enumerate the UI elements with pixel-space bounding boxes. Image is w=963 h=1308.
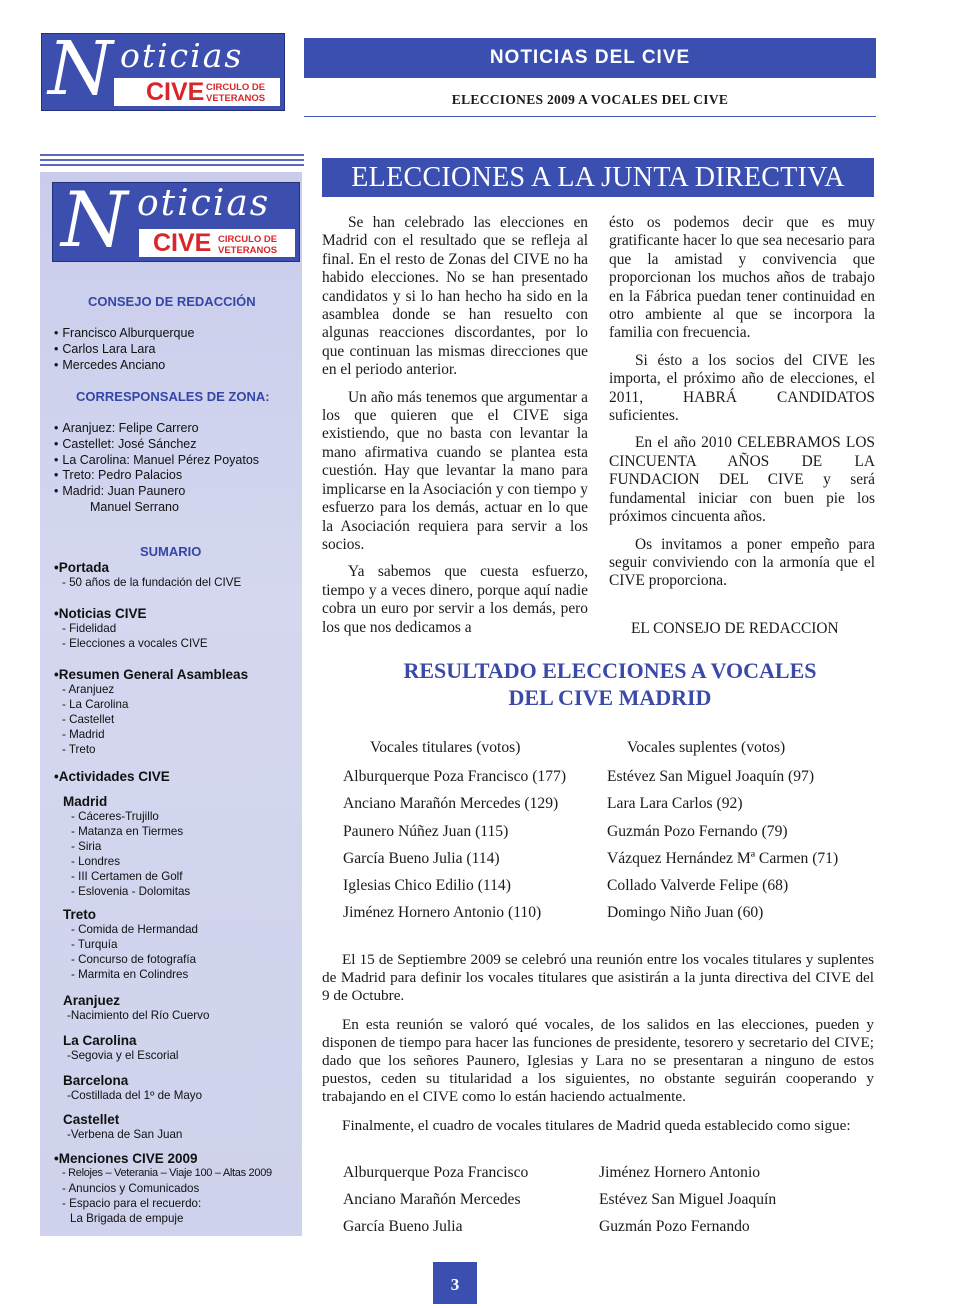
corresponsal: • La Carolina: Manuel Pérez Poyatos (54, 453, 259, 469)
closing-text: Finalmente, el cuadro de vocales titulares de Madrid queda establecido como sigue: (342, 1117, 851, 1134)
logo-initial: N (48, 26, 113, 112)
noticias-cive-logo-sidebar (52, 175, 300, 264)
article-paragraph: Un año más tenemos que argumentar a los que quieren que el CIVE siga existiendo, que no basta con levantar la mano afirmativa cuando se plantea esta cuestión. Hay que levantar la mano para implicarse en la Asociación y con tiempo y esfuerzo para los demás, actuar en lo que la Asociación requiera para servir a los socios. (322, 388, 588, 553)
sumario-actividades (54, 769, 170, 784)
titulares-list (343, 763, 566, 927)
sumario-section-title: Treto (63, 907, 97, 922)
article-signature: EL CONSEJO DE REDACCION (631, 620, 839, 637)
section-title: NOTICIAS DEL CIVE (489, 47, 691, 68)
titular-row: Anciano Marañón Mercedes (129) (343, 795, 559, 813)
article-paragraph: Ya sabemos que cuesta esfuerzo, tiempo y a veces dinero, porque aquí nadie cobra un euro por servir a los demás, pero los que nos dedicamos a (322, 563, 588, 636)
consejo-list (54, 326, 194, 373)
logo-sub1: CIRCULO DE (206, 82, 266, 93)
logo-script: oticias (137, 183, 271, 224)
results-title (340, 657, 880, 711)
titular-row: García Bueno Julia (114) (343, 849, 500, 867)
final-list-left (343, 1159, 528, 1240)
final-vocal: García Bueno Julia (343, 1218, 463, 1235)
sumario-item: -Verbena de San Juan (67, 1128, 183, 1141)
sumario-item: - Comida de Hermandad (63, 922, 198, 937)
sumario-section-title: • Portada (54, 560, 241, 575)
corresponsal: • Treto: Pedro Palacios (54, 468, 259, 484)
sumario-asambleas (54, 667, 248, 757)
suplentes-list (607, 763, 838, 927)
sumario-section-title: • Actividades CIVE (54, 769, 170, 784)
logo-brand: CIVE (146, 78, 205, 106)
article-paragraph: Si ésto a los socios del CIVE les importa, el próximo año de elecciones, el 2011, HABRÁ CANDIDATOS suficientes. (609, 351, 875, 425)
sumario-item: - Londres (63, 854, 190, 869)
suplente-row: Estévez San Miguel Joaquín (97) (607, 768, 815, 785)
closing-text: En esta reunión se valoró qué vocales, de los salidos en las elecciones, pueden y disponen de tiempo para hacer las funciones de presidente, tesorero y secretario del CIVE; dado que los señores Paunero, Iglesias y Lara no se presentaran a ninguno de estos puestos, ceden su titularidad a los siguientes, no obstante seguirán cooperando y trabajando en el CIVE como lo están haciendo actualmente. (322, 1016, 874, 1105)
sumario-item: - Matanza en Tiermes (63, 824, 190, 839)
titulares-heading: Vocales titulares (votos) (370, 739, 521, 756)
sumario-section-title: • Resumen General Asambleas (54, 667, 248, 682)
sumario-aranjuez (63, 993, 209, 1023)
article-paragraph: En el año 2010 CELEBRAMOS LOS CINCUENTA AÑOS DE LA FUNDACION DEL CIVE y será fundamental iniciar con buen pie los próximos cincuenta años. (609, 434, 875, 526)
logo-initial: N (61, 175, 128, 264)
final-vocal: Guzmán Pozo Fernando (599, 1218, 750, 1235)
sumario-item: - Turquía (63, 937, 198, 952)
results-title-line: DEL CIVE MADRID (508, 685, 712, 710)
consejo-member: • Mercedes Anciano (54, 358, 194, 374)
closing-paragraph (322, 951, 874, 1005)
sumario-item: - Treto (54, 742, 248, 757)
consejo-member: • Carlos Lara Lara (54, 342, 194, 358)
sumario-item: - Concurso de fotografía (63, 952, 198, 967)
titular-row: Jiménez Hornero Antonio (110) (343, 904, 542, 922)
final-vocal: Anciano Marañón Mercedes (343, 1191, 521, 1208)
sumario-barcelona (63, 1073, 202, 1103)
final-vocal: Alburquerque Poza Francisco (343, 1164, 529, 1181)
sumario-item: - Siria (63, 839, 190, 854)
sumario-item: - Marmita en Colindres (63, 967, 198, 982)
corresponsal: • Castellet: José Sánchez (54, 437, 259, 453)
logo-script: oticias (120, 36, 244, 75)
corresponsal: • Aranjuez: Felipe Carrero (54, 421, 259, 437)
logo-sub2: VETERANOS (206, 93, 266, 104)
sumario-item: - Castellet (54, 712, 248, 727)
sumario-lacarolina (63, 1033, 178, 1063)
sumario-item: - Anuncios y Comunicados (54, 1181, 272, 1196)
sumario-item: - Cáceres-Trujillo (63, 809, 190, 824)
article-paragraph: Os invitamos a poner empeño para seguir conviviendo con la armonía que el CIVE proporciona. (609, 535, 875, 590)
logo-sub1: CIRCULO DE (218, 234, 278, 245)
final-vocal: Estévez San Miguel Joaquín (599, 1191, 777, 1208)
sumario-castellet (63, 1112, 182, 1142)
titular-row: Iglesias Chico Edilio (114) (343, 877, 511, 895)
results-title-line: RESULTADO ELECCIONES A VOCALES (403, 658, 817, 683)
sumario-item: - Eslovenia - Dolomitas (63, 884, 190, 899)
closing-paragraph (322, 1016, 874, 1106)
sumario-item: - Aranjuez (54, 682, 248, 697)
header-rule (304, 116, 876, 117)
closing-paragraph (322, 1117, 874, 1135)
noticias-cive-logo-top (41, 26, 285, 112)
suplente-row: Guzmán Pozo Fernando (79) (607, 822, 788, 840)
section-subtitle: ELECCIONES 2009 A VOCALES DEL CIVE (451, 92, 729, 107)
sumario-treto (63, 907, 198, 982)
sumario-item: -Costillada del 1º de Mayo (67, 1089, 203, 1102)
consejo-heading: CONSEJO DE REDACCIÓN (88, 294, 256, 309)
sumario-section-title: Barcelona (63, 1073, 129, 1088)
sumario-item: - Elecciones a vocales CIVE (54, 636, 208, 651)
corresponsal: • Madrid: Juan Paunero (54, 484, 259, 500)
article-paragraph: Se han celebrado las elecciones en Madrid con el resultado que se refleja al final. En el resto de Zonas del CIVE no ha habido elecciones. No se han presentado candidatos y si lo han hecho ha sido en la asamblea donde se han resuelto con algunas reacciones discordantes, por lo que continuan las mismas direcciones que en el periodo anterior. (322, 214, 588, 379)
sumario-item: La Brigada de empuje (70, 1212, 184, 1225)
logo-brand: CIVE (153, 229, 212, 257)
sumario-item: - Espacio para el recuerdo: (54, 1196, 272, 1211)
closing-text: El 15 de Septiembre 2009 se celebró una reunión entre los vocales titulares y suplentes de Madrid para definir los vocales titulares que asistirán a la junta directiva del CIVE del 9 de Octubre. (322, 951, 874, 1004)
sumario-section-title: • Menciones CIVE 2009 (54, 1151, 272, 1166)
sumario-section-title: La Carolina (63, 1033, 137, 1048)
suplente-row: Lara Lara Carlos (92) (607, 795, 743, 813)
sumario-item: -Segovia y el Escorial (67, 1049, 179, 1062)
article-paragraph: ésto os podemos decir que es muy gratificante hacer lo que sea necesario para que la amistad y convivencia que proporcionan los muchos años de trabajo en la Fábrica puedan tener continuidad en otro ambiente al que se incorpora la familia con frecuencia. (609, 214, 875, 342)
sumario-item: - Relojes – Veterania – Viaje 100 – Altas 2009 (54, 1166, 272, 1181)
corresponsal: Manuel Serrano (90, 499, 179, 514)
article-title: ELECCIONES A LA JUNTA DIRECTIVA (351, 162, 845, 193)
sumario-noticias (54, 606, 208, 651)
final-vocal: Jiménez Hornero Antonio (599, 1164, 761, 1181)
corresponsales-heading: CORRESPONSALES DE ZONA: (76, 389, 270, 404)
suplente-row: Collado Valverde Felipe (68) (607, 877, 789, 895)
logo-sub2: VETERANOS (218, 245, 278, 256)
corresponsales-list (54, 421, 259, 516)
article-column-right (609, 214, 875, 600)
article-column-left (322, 214, 588, 646)
sumario-section-title: Madrid (63, 794, 108, 809)
titular-row: Paunero Núñez Juan (115) (343, 822, 509, 840)
sumario-item: - 50 años de la fundación del CIVE (54, 575, 241, 590)
sumario-item: - La Carolina (54, 697, 248, 712)
sumario-menciones (54, 1151, 272, 1226)
sumario-item: -Nacimiento del Río Cuervo (67, 1009, 210, 1022)
suplente-row: Domingo Niño Juan (60) (607, 904, 764, 922)
sumario-section-title: Castellet (63, 1112, 120, 1127)
sumario-item: - Fidelidad (54, 621, 208, 636)
sumario-madrid (63, 794, 190, 899)
suplentes-heading: Vocales suplentes (votos) (627, 739, 786, 756)
sumario-heading: SUMARIO (140, 544, 202, 559)
suplente-row: Vázquez Hernández Mª Carmen (71) (607, 849, 839, 867)
page-number: 3 (450, 1275, 460, 1294)
sumario-item: - Madrid (54, 727, 248, 742)
consejo-member: • Francisco Alburquerque (54, 326, 194, 342)
titular-row: Alburquerque Poza Francisco (177) (343, 768, 567, 785)
sumario-section-title: • Noticias CIVE (54, 606, 208, 621)
final-list-right (599, 1159, 776, 1240)
sumario-item: - III Certamen de Golf (63, 869, 190, 884)
sumario-section-title: Aranjuez (63, 993, 121, 1008)
sumario-portada (54, 560, 241, 590)
